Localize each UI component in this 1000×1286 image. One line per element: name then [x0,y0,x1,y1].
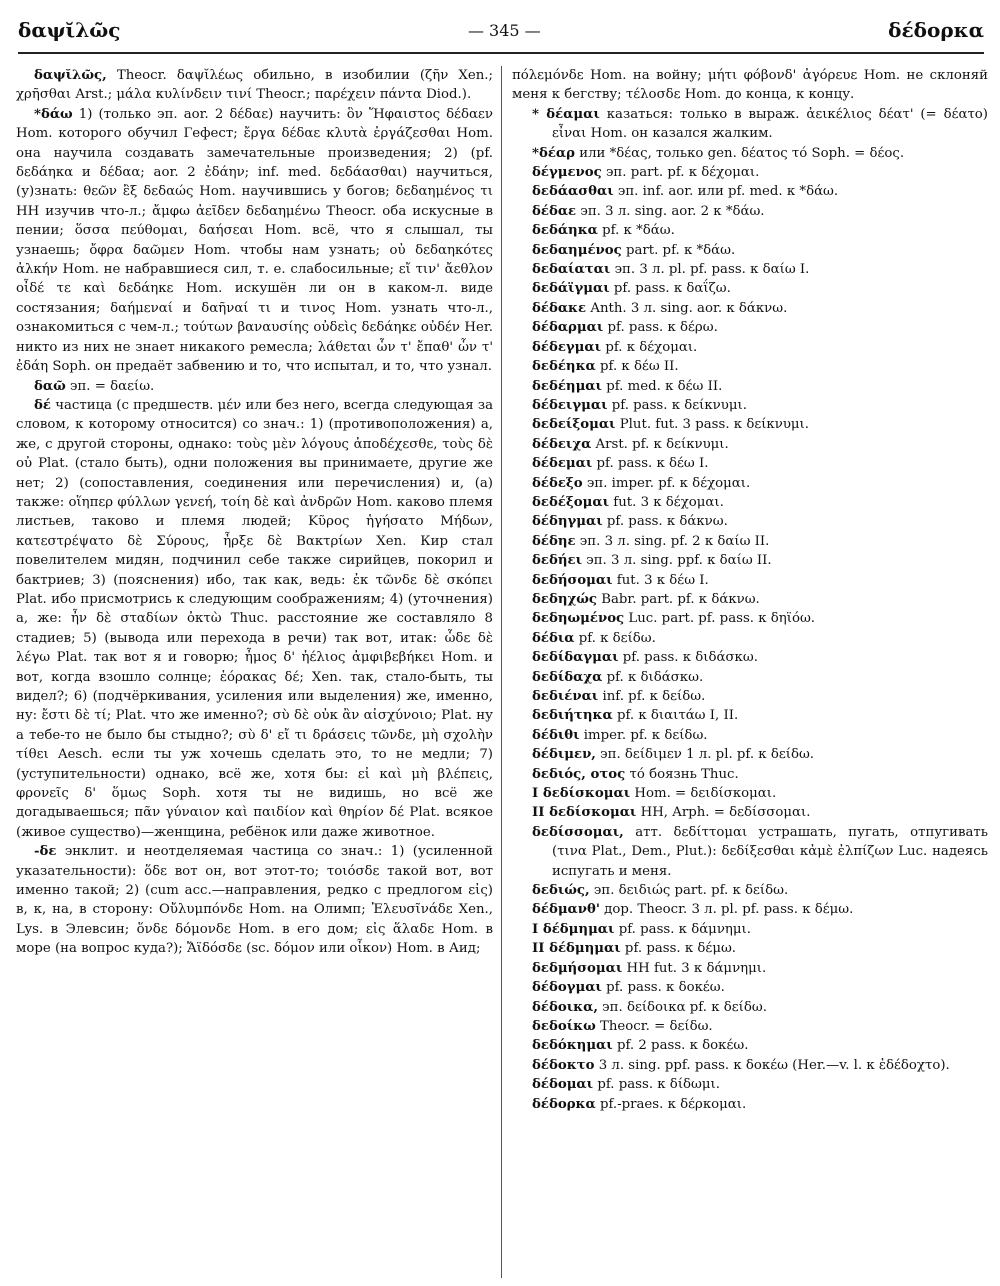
dictionary-entry [532,105,988,144]
entry-definition: эп. δείδοικα pf. к δείδω. [597,999,767,1015]
dictionary-entry [532,823,988,881]
entry-headword: δέδηε [532,533,576,549]
entry-definition: pf. pass. к δέμω. [620,941,737,957]
entry-definition: imper. pf. к δείδω. [579,727,708,743]
entry-definition: эп. 3 л. sing. pf. 2 к δαίω II. [575,533,770,549]
dictionary-entry [532,512,988,531]
entry-definition: pf. к *δάω. [597,223,675,239]
dictionary-entry [532,803,988,822]
entry-headword: δεδίσσομαι, [532,824,624,840]
dictionary-entry [532,532,988,551]
entry-headword: δέδιμεν, [532,747,596,763]
entry-headword: *δάω [34,106,73,122]
entry-definition: Arst. pf. к δείκνυμι. [591,436,729,452]
dictionary-entry [532,629,988,648]
dictionary-entry [532,435,988,454]
entry-headword: δέδακε [532,300,587,316]
entry-headword: δεδάϊγμαι [532,281,610,297]
dictionary-entry [532,939,988,958]
dictionary-entry [532,706,988,725]
entry-definition: эп. δειδιώς part. pf. к δείδω. [589,883,789,899]
dictionary-entry [532,668,988,687]
entry-definition: 1) (только эп. aor. 2 δέδαε) научить: ὃν Ἥφαιστος δέδαεν Hom. которого обучил Гефест; ἔργα δέδαε κλυτὰ ἐργάζεσθαι Hom. она научила создавать замечательные произведения; 2) (pf. δεδάηκα и δέδαα; aor. 2 ἐδάην; inf. med. δεδάασθαι) научиться, (у)знать: θεῶν ἒξ δεδαώς Hom. научившись у богов; δεδαημένος τι HH изучив что-л.; ἄμφω ἀεῖδεν δεδαημένω Theocr. оба искусные в пении; ὅσσα πεύθομαι, δαήσεαι Hom. всё, что я слышал, ты узнаешь; ὄφρα δαῶμεν Hom. чтобы нам узнать; οὐ δεδαηκότες ἀλκήν Hom. не набравшиеся сил, т. е. слабосильные; εἴ τιν' ἄεθλον οἶδέ τε καὶ δεδάηκε Hom. искушён ли он в каком-л. виде состязания; δαήμεναί и δαῆναί τι и τινος Hom. узнать что-л., ознакомиться с чем-л.; τούτων βαναυσίης οὐδεὶς δεδάηκε οὐδέν Her. никто из них не знает никакого ремесла; λάθεται ὧν τ' ἔπαθ' ὧν τ' ἐδάη Soph. он предаёт забвению и то, что испытал, и то, что узнал. [16,106,493,375]
entry-headword: δεδίδαχα [532,669,603,685]
entry-headword: II δεδίσκομαι [532,805,637,821]
entry-definition: fut. 3 к δέχομαι. [609,494,724,510]
entry-definition: pf. к δέω II. [595,359,679,375]
entry-headword: δέδοκτο [532,1057,595,1073]
entry-definition: pf. pass. к δίδωμι. [593,1077,720,1093]
entry-headword: *δέαρ [532,145,575,161]
entry-definition: Theocr. δαψῐλέως обильно, в изобилии (ζῆν Xen.; χρῆσθαι Arst.; μάλα κυλίνδειν τινί Theocr.; παρέχειν πάντα Diod.). [16,68,493,103]
entry-definition: Anth. 3 л. sing. aor. к δάκνω. [586,300,788,316]
entry-definition: эп. inf. aor. или pf. med. к *δάω. [613,184,839,200]
entry-definition: частица (с предшеств. μέν или без него, всегда следующая за словом, к которому относится) со знач.: 1) (противоположения) а, же, с другой стороны, однако: τοὺς μὲν λόγους ἀποδέχεσθε, τοὺς δὲ οὐ Plat. (стало быть), одни положения вы принимаете, другие же нет; 2) (сопоставления, соединения или перечисления) и, (а) также: οἵηπερ φύλλων γενεή, τοίη δὲ καὶ ἀνδρῶν Hom. каково племя листьев, таково и племя людей; Κῦρος ἡγήσατο Μήδων, κατεστρέψατο δὲ Σύρους, ἦρξε δὲ Βακτρίων Xen. Кир стал повелителем мидян, подчинил себе также сирийцев, покорил и бактриев; 3) (пояснения) ибо, так как, ведь: ἐκ τῶνδε δὲ σκόπει Plat. ибо присмотрись к следующим соображениям; 4) (уточнения) а, же: ἦν δὲ σταδίων ὀκτὼ Thuc. расстояние же составляло 8 стадиев; 5) (вывода или перехода в речи) так вот, итак: ὧδε δὲ λέγω Plat. так вот я и говорю; ἦμος δ' ἠέλιος ἀμφιβεβήκει Hom. и вот, когда взошло солнце; ἑόρακας δέ; Xen. так, стало-быть, ты видел?; 6) (подчёркивания, усиления или выделения) же, именно, ну: ἔστι δὲ τί; Plat. что же именно?; σὺ δὲ οὐκ ἂν αἰσχύνοιο; Plat. ну а тебе-то не было бы стыдно?; σὺ δ' εἴ τι δράσεις τῶνδε, μὴ σχολὴν τίθει Aesch. если ты уж хочешь сделать это, то не медли; 7) (уступительности) однако, всё же, хотя бы: εἰ καὶ μὴ βλέπεις, φρονεῖς δ' ὅμως Soph. хотя ты не видишь, но всё же догадываешься; πᾶν γύναιον καὶ παιδίον καὶ θηρίον δέ Plat. всякое (живое существо)—женщина, ребёнок или даже животное. [16,397,493,840]
dictionary-entry [532,357,988,376]
entry-definition: Luc. part. pf. pass. к δηϊόω. [624,611,816,627]
dictionary-entry [532,959,988,978]
header-left-headword: δαψῐλῶς [18,18,121,42]
entry-definition: pf. 2 pass. к δοκέω. [612,1038,749,1054]
dictionary-entry [16,842,493,958]
dictionary-entry [16,377,493,396]
dictionary-entry [532,318,988,337]
entry-definition: эп. part. pf. к δέχομαι. [601,165,760,181]
dictionary-entry [532,182,988,201]
entry-definition: pf. pass. к διδάσκω. [618,650,758,666]
page-number: — 345 — [467,20,541,40]
entry-headword: δεδηωμένος [532,611,625,627]
entry-headword: δεδμήσομαι [532,960,623,976]
dictionary-entry [532,396,988,415]
entry-definition: part. pf. к *δάω. [621,242,736,258]
dictionary-entry [532,415,988,434]
dictionary-entry [532,493,988,512]
dictionary-entry [532,1017,988,1036]
entry-definition: Hom. = δειδίσκομαι. [630,786,777,802]
entry-definition: pf. pass. к δέω I. [592,456,709,472]
header-right-headword: δέδορκα [888,18,984,42]
dictionary-entry [512,66,988,105]
entry-headword: δεδίδαγμαι [532,650,619,666]
dictionary-entry [532,338,988,357]
dictionary-entry [532,163,988,182]
entry-headword: δέδειχα [532,436,592,452]
entry-headword: δαῶ [34,378,66,394]
entry-definition: pf. pass. к δείκνυμι. [607,397,747,413]
entry-headword: δεδέξομαι [532,494,610,510]
entry-headword: δέδηγμαι [532,514,603,530]
entry-headword: δέδμανθ' [532,902,600,918]
entry-headword: δέδορκα [532,1096,596,1112]
entry-definition: pf. pass. к δάκνω. [602,514,728,530]
dictionary-entry [16,66,493,105]
entry-definition: 3 л. sing. ppf. pass. к δοκέω (Her.—v. l. к ἐδέδοχτο). [594,1057,950,1073]
entry-headword: * δέαμαι [532,106,600,122]
entry-headword: I δέδμημαι [532,921,615,937]
left-column [16,66,502,1278]
dictionary-entry [532,279,988,298]
entry-headword: δέδογμαι [532,980,602,996]
entry-definition: fut. 3 к δέω I. [612,572,709,588]
entry-headword: δεδόκημαι [532,1038,613,1054]
entry-definition: эп. 3 л. sing. aor. 2 к *δάω. [576,203,765,219]
dictionary-entry [532,687,988,706]
entry-headword: δαψῐλῶς, [34,68,107,83]
entry-definition: HH, Arph. = δεδίσσομαι. [636,805,811,821]
entry-definition: энклит. и неотделяемая частица со знач.: 1) (усиленной указательности): ὅδε вот он, вот этот-то; τοιόσδε такой вот, вот именно такой; 2) (cum acc.—направления, редко с предлогом εἰς) в, к, на, в сторону: Οὔλυμπόνδε Hom. на Олимп; Ἐλευσῖνάδε Xen., Lys. в Элевсин; ὅνδε δόμονδε Hom. в его дом; εἰς ἅλαδε Hom. в море (на вопрос куда?); Ἄϊδόσδε (sc. δόμον или οἶκον) Hom. в Аид; [16,844,493,957]
entry-headword: δέδεγμαι [532,339,602,355]
entry-definition: pf. med. к δέω II. [601,378,723,394]
right-column [502,66,988,1278]
entry-headword: δεδάασθαι [532,184,614,200]
entry-definition: эп. 3 л. pl. pf. pass. к δαίω I. [610,262,810,278]
entry-headword: δεδοίκω [532,1018,596,1034]
entry-definition: эп. 3 л. sing. ppf. к δαίω II. [582,553,772,569]
entry-definition: πόλεμόνδε Hom. на войну; μήτι φόβονδ' ἀγόρευε Hom. не склоняй меня к бегству; τέλοσδε Hom. до конца, к концу. [512,68,988,103]
dictionary-entry [532,1095,988,1114]
dictionary-entry [532,474,988,493]
entry-headword: δέδια [532,630,575,646]
dictionary-entry [532,144,988,163]
entry-definition: inf. pf. к δείδω. [598,689,706,704]
dictionary-entry [532,454,988,473]
page-header [18,14,984,54]
entry-headword: δεδιός, οτος [532,766,626,782]
dictionary-entry [16,396,493,842]
dictionary-entry [532,978,988,997]
entry-definition: эп. δείδιμεν 1 л. pl. pf. к δείδω. [595,747,815,763]
entry-headword: δέ [34,397,51,413]
entry-headword: δεδιήτηκα [532,708,613,724]
entry-definition: pf. pass. к δέρω. [603,320,718,336]
dictionary-entry [532,648,988,667]
entry-headword: II δέδμημαι [532,941,621,957]
dictionary-entry [532,551,988,570]
entry-definition: pf. pass. к δάμνημι. [614,921,751,937]
entry-definition: дор. Theocr. 3 л. pl. pf. pass. к δέμω. [599,902,854,918]
entry-headword: I δεδίσκομαι [532,786,631,802]
entry-headword: δεδείξομαι [532,417,616,433]
entry-definition: Plut. fut. 3 pass. к δείκνυμι. [615,417,809,433]
entry-headword: δεδαίαται [532,262,611,278]
entry-headword: δέγμενος [532,165,602,181]
entry-headword: δεδηχώς [532,591,597,607]
entry-definition: pf. к διδάσκω. [602,669,704,685]
entry-definition: казаться: только в выраж. ἀεικέλιος δέατ' (= δέατο) εἶναι Hom. он казался жалким. [552,106,988,142]
dictionary-entry [532,1056,988,1075]
entry-headword: δέδομαι [532,1077,594,1093]
dictionary-entry [532,299,988,318]
entry-headword: δέδαε [532,203,577,219]
entry-definition: pf. к δείδω. [574,630,656,646]
dictionary-entry [532,745,988,764]
dictionary-entry [532,202,988,221]
entry-definition: Babr. part. pf. к δάκνω. [597,591,760,607]
entry-headword: δέδεμαι [532,456,593,472]
dictionary-entry [16,105,493,377]
entry-headword: δέδιθι [532,727,580,743]
entry-headword: δεδέημαι [532,378,602,394]
entry-headword: δεδήσομαι [532,572,613,588]
dictionary-entry [532,726,988,745]
dictionary-entry [532,1036,988,1055]
columns [16,66,988,1278]
entry-headword: δεδιώς, [532,883,590,899]
entry-definition: HH fut. 3 к δάμνημι. [622,960,767,976]
entry-definition: эп. imper. pf. к δέχομαι. [582,475,751,491]
entry-headword: δέδαρμαι [532,320,604,336]
dictionary-entry [532,590,988,609]
entry-definition: Theocr. = δείδω. [595,1018,713,1034]
dictionary-entry [532,1075,988,1094]
entry-definition: pf.-praes. к δέρκομαι. [595,1096,747,1112]
entry-definition: pf. к δέχομαι. [601,339,698,355]
dictionary-entry [532,881,988,900]
dictionary-entry [532,609,988,628]
dictionary-entry [532,765,988,784]
entry-headword: δεδέηκα [532,359,596,375]
dictionary-entry [532,900,988,919]
dictionary-entry [532,241,988,260]
entry-definition: атт. δεδίττομαι устрашать, пугать, отпугивать (τινα Plat., Dem., Plut.): δεδίξεσθαι κἀμὲ ἐλπίζων Luc. надеясь испугать и меня. [552,824,988,879]
entry-definition: pf. pass. к δοκέω. [601,980,725,996]
entry-definition: pf. pass. к δαΐζω. [609,281,731,297]
entry-definition: τό боязнь Thuc. [625,766,739,782]
entry-headword: δέδοικα, [532,999,598,1015]
entry-definition: или *δέας, только gen. δέατος τό Soph. = δέος. [574,145,905,161]
entry-headword: δέδεξο [532,475,583,491]
entry-headword: δεδαημένος [532,242,622,258]
dictionary-entry [532,784,988,803]
dictionary-entry [532,260,988,279]
dictionary-entry [532,571,988,590]
entry-definition: pf. к διαιτάω I, II. [612,708,739,724]
dictionary-entry [532,377,988,396]
entry-headword: δεδήει [532,553,583,569]
entry-headword: δεδιέναι [532,689,599,704]
entry-headword: δεδάηκα [532,223,598,239]
dictionary-entry [532,920,988,939]
entry-definition: эп. = δαείω. [65,378,155,394]
dictionary-entry [532,998,988,1017]
entry-headword: -δε [34,844,57,860]
dictionary-entry [532,221,988,240]
entry-headword: δέδειγμαι [532,397,608,413]
